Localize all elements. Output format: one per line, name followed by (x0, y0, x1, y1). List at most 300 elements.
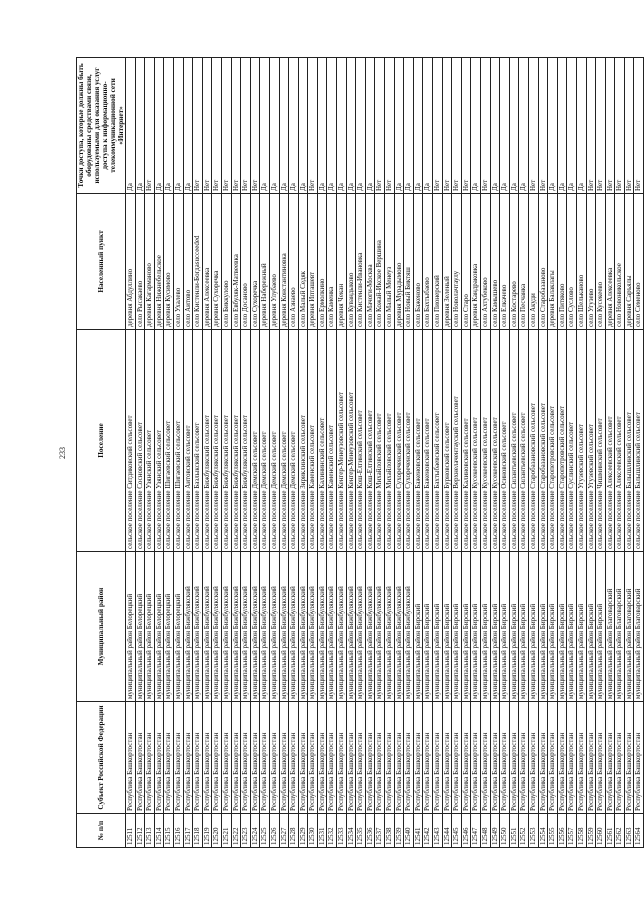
table-header (77, 57, 126, 847)
cell-access: Да (356, 57, 366, 193)
cell-locality: деревня Алексеевка (605, 193, 615, 329)
cell-subject: Республика Башкортостан (145, 701, 155, 813)
cell-district: муниципальный район Благоварский (605, 551, 615, 701)
cell-num: 12552 (519, 813, 529, 847)
cell-district: муниципальный район Бижбулякский (394, 551, 404, 701)
cell-locality: село Мачоги-Москва (365, 193, 375, 329)
cell-locality: село Евбуляк-Матвеевка (231, 193, 241, 329)
cell-locality: село Старобазаново (538, 193, 548, 329)
cell-num: 12522 (231, 813, 241, 847)
cell-access: Нет (221, 57, 231, 193)
cell-settlement: сельское поселение Верхнелачентауский сельсовет (452, 329, 462, 551)
header-subject: Субъект Российской Федерации (77, 701, 126, 813)
cell-access: Да (298, 57, 308, 193)
cell-access: Да (173, 57, 183, 193)
cell-settlement: сельское поселение Демский сельсовет (279, 329, 289, 551)
cell-settlement: сельское поселение Угузевский сельсовет (576, 329, 586, 551)
table-row (183, 57, 193, 847)
cell-access: Нет (145, 57, 155, 193)
cell-locality: деревня Ипташевт (308, 193, 318, 329)
cell-access: Да (346, 57, 356, 193)
cell-settlement: сельское поселение Кусекеевский сельсовет (480, 329, 490, 551)
cell-subject: Республика Башкортостан (289, 701, 299, 813)
cell-settlement: сельское поселение Бижбулякский сельсовет (202, 329, 212, 551)
table-row (356, 57, 366, 847)
cell-settlement: сельское поселение Калининский сельсовет (317, 329, 327, 551)
cell-district: муниципальный район Бижбулякский (289, 551, 299, 701)
cell-num: 12555 (548, 813, 558, 847)
cell-settlement: сельское поселение Силантьевский сельсовет (519, 329, 529, 551)
table-row (231, 57, 241, 847)
cell-locality: село Каменка (327, 193, 337, 329)
cell-district: муниципальный район Благоварский (615, 551, 625, 701)
cell-locality: село Малый Менеуз (385, 193, 395, 329)
cell-district: муниципальный район Бижбулякский (346, 551, 356, 701)
cell-subject: Республика Башкортостан (164, 701, 174, 813)
cell-locality: деревня Балаклагы (548, 193, 558, 329)
cell-access: Нет (202, 57, 212, 193)
cell-num: 12564 (634, 813, 644, 847)
cell-district: муниципальный район Бижбулякский (202, 551, 212, 701)
cell-district: муниципальный район Бирский (452, 551, 462, 701)
cell-district: муниципальный район Бирский (490, 551, 500, 701)
cell-num: 12533 (337, 813, 347, 847)
cell-access: Нет (480, 57, 490, 193)
cell-settlement: сельское поселение Демский сельсовет (269, 329, 279, 551)
cell-settlement: сельское поселение Каменский сельсовет (308, 329, 318, 551)
data-table (76, 57, 644, 848)
table-row (173, 57, 183, 847)
cell-settlement: сельское поселение Кусекеевский сельсовет (471, 329, 481, 551)
cell-settlement: сельское поселение Ситдиковский сельсовет (126, 329, 136, 551)
cell-locality: село Бахтыбаево (423, 193, 433, 329)
cell-subject: Республика Башкортостан (548, 701, 558, 813)
cell-locality: деревня Кандраковка (471, 193, 481, 329)
header-row (77, 57, 126, 847)
cell-settlement: сельское поселение Шигаевский сельсовет (173, 329, 183, 551)
table-row (567, 57, 577, 847)
cell-access: Да (519, 57, 529, 193)
cell-locality: деревня Зеленый (442, 193, 452, 329)
cell-access: Да (567, 57, 577, 193)
cell-subject: Республика Башкортостан (576, 701, 586, 813)
cell-settlement: сельское поселение Сухореченский сельсовет (404, 329, 414, 551)
cell-locality: село Ермолкино (317, 193, 327, 329)
cell-district: муниципальный район Бирский (423, 551, 433, 701)
table-row (480, 57, 490, 847)
cell-district: муниципальный район Бирский (471, 551, 481, 701)
cell-subject: Республика Башкортостан (461, 701, 471, 813)
table-row (385, 57, 395, 847)
cell-district: муниципальный район Бирский (557, 551, 567, 701)
cell-district: муниципальный район Бирский (519, 551, 529, 701)
cell-subject: Республика Башкортостан (452, 701, 462, 813)
cell-district: муниципальный район Белорецкий (154, 551, 164, 701)
cell-subject: Республика Башкортостан (260, 701, 270, 813)
cell-settlement: сельское поселение Кенгер-Менеузовский сельсовет (346, 329, 356, 551)
cell-access: Нет (231, 57, 241, 193)
table-row (528, 57, 538, 847)
cell-subject: Республика Башкортостан (193, 701, 203, 813)
cell-access: Да (183, 57, 193, 193)
cell-subject: Республика Башкортостан (528, 701, 538, 813)
cell-district: муниципальный район Бижбулякский (317, 551, 327, 701)
cell-district: муниципальный район Бижбулякский (193, 551, 203, 701)
cell-num: 12520 (212, 813, 222, 847)
cell-locality: село Суслово (567, 193, 577, 329)
cell-num: 12543 (433, 813, 443, 847)
table-row (260, 57, 270, 847)
table-row (490, 57, 500, 847)
cell-settlement: сельское поселение Бижбулякский сельсовет (212, 329, 222, 551)
cell-access: Да (289, 57, 299, 193)
cell-district: муниципальный район Бижбулякский (298, 551, 308, 701)
cell-num: 12554 (538, 813, 548, 847)
cell-locality: село Малый Седяк (298, 193, 308, 329)
cell-subject: Республика Башкортостан (413, 701, 423, 813)
cell-subject: Республика Башкортостан (212, 701, 222, 813)
cell-subject: Республика Башкортостан (231, 701, 241, 813)
cell-num: 12559 (586, 813, 596, 847)
cell-num: 12539 (394, 813, 404, 847)
cell-district: муниципальный район Бирский (461, 551, 471, 701)
cell-district: муниципальный район Благоварский (624, 551, 634, 701)
cell-access: Да (279, 57, 289, 193)
cell-subject: Республика Башкортостан (221, 701, 231, 813)
header-locality: Населенный пункт (77, 193, 126, 329)
cell-subject: Республика Башкортостан (154, 701, 164, 813)
cell-num: 12538 (385, 813, 395, 847)
cell-district: муниципальный район Бижбулякский (308, 551, 318, 701)
table-row (145, 57, 155, 847)
table-row (500, 57, 510, 847)
cell-locality: село Аитово (183, 193, 193, 329)
cell-num: 12514 (154, 813, 164, 847)
cell-access: Да (490, 57, 500, 193)
cell-settlement: сельское поселение Старобазановский сельсовет (538, 329, 548, 551)
cell-district: муниципальный район Белорецкий (173, 551, 183, 701)
cell-locality: деревня Кусимово (164, 193, 174, 329)
cell-subject: Республика Башкортостан (480, 701, 490, 813)
table-row (605, 57, 615, 847)
cell-settlement: сельское поселение Бижбулякский сельсовет (241, 329, 251, 551)
cell-locality: село Сухоречка (250, 193, 260, 329)
cell-subject: Республика Башкортостан (519, 701, 529, 813)
cell-subject: Республика Башкортостан (615, 701, 625, 813)
cell-num: 12562 (615, 813, 625, 847)
cell-subject: Республика Башкортостан (634, 701, 644, 813)
cell-district: муниципальный район Бирский (596, 551, 606, 701)
cell-district: муниципальный район Белорецкий (135, 551, 145, 701)
cell-access: Да (154, 57, 164, 193)
cell-locality: село Кувандыково (346, 193, 356, 329)
cell-locality: село Костарево (509, 193, 519, 329)
cell-access: Нет (615, 57, 625, 193)
cell-access: Нет (308, 57, 318, 193)
table-row (126, 57, 136, 847)
cell-access: Нет (433, 57, 443, 193)
cell-settlement: сельское поселение Балышлинский сельсовет (634, 329, 644, 551)
header-access: Точки доступа, которые должны быть оборудованы средствами связи, используемыми для оказания услуг доступа к информационно-телекоммуникационной сети «Интернет» (77, 57, 126, 193)
table-row (327, 57, 337, 847)
table-row (519, 57, 529, 847)
table-row (202, 57, 212, 847)
cell-locality: село Старо (461, 193, 471, 329)
cell-num: 12550 (500, 813, 510, 847)
cell-district: муниципальный район Бирский (586, 551, 596, 701)
cell-district: муниципальный район Бирский (528, 551, 538, 701)
cell-district: муниципальный район Бижбулякский (221, 551, 231, 701)
cell-locality: село Досаново (241, 193, 251, 329)
cell-district: муниципальный район Бижбулякский (365, 551, 375, 701)
table-row (576, 57, 586, 847)
cell-subject: Республика Башкортостан (173, 701, 183, 813)
cell-settlement: сельское поселение Баженовский сельсовет (423, 329, 433, 551)
cell-num: 12529 (298, 813, 308, 847)
cell-access: Да (471, 57, 481, 193)
cell-access: Нет (212, 57, 222, 193)
table-row (452, 57, 462, 847)
cell-settlement: сельское поселение Баженовский сельсовет (413, 329, 423, 551)
cell-num: 12518 (193, 813, 203, 847)
cell-num: 12556 (557, 813, 567, 847)
cell-access: Да (394, 57, 404, 193)
cell-subject: Республика Башкортостан (605, 701, 615, 813)
cell-access: Нет (385, 57, 395, 193)
cell-subject: Республика Башкортостан (490, 701, 500, 813)
cell-access: Нет (452, 57, 462, 193)
cell-settlement: сельское поселение Бижбулякский сельсовет (231, 329, 241, 551)
cell-subject: Республика Башкортостан (183, 701, 193, 813)
cell-locality: село Рысакаево (135, 193, 145, 329)
cell-num: 12517 (183, 813, 193, 847)
cell-district: муниципальный район Бижбулякский (279, 551, 289, 701)
rotated-content (46, 58, 643, 848)
cell-access: Да (548, 57, 558, 193)
cell-num: 12544 (442, 813, 452, 847)
table-row (557, 57, 567, 847)
cell-district: муниципальный район Бирский (538, 551, 548, 701)
cell-subject: Республика Башкортостан (135, 701, 145, 813)
cell-locality: село Камышево (490, 193, 500, 329)
cell-locality: село Азнаево (289, 193, 299, 329)
cell-district: муниципальный район Бирский (548, 551, 558, 701)
cell-subject: Республика Башкортостан (269, 701, 279, 813)
cell-district: муниципальный район Бижбулякский (327, 551, 337, 701)
cell-locality: село Баженово (413, 193, 423, 329)
header-district: Муниципальный район (77, 551, 126, 701)
cell-settlement: сельское поселение Угузевский сельсовет (586, 329, 596, 551)
cell-access: Да (317, 57, 327, 193)
cell-subject: Республика Башкортостан (538, 701, 548, 813)
cell-num: 12534 (346, 813, 356, 847)
cell-settlement: сельское поселение Калиновский сельсовет (461, 329, 471, 551)
cell-num: 12548 (480, 813, 490, 847)
cell-district: муниципальный район Благоварский (634, 551, 644, 701)
table-row (308, 57, 318, 847)
table-row (365, 57, 375, 847)
table-row (509, 57, 519, 847)
cell-num: 12515 (164, 813, 174, 847)
cell-subject: Республика Башкортостан (365, 701, 375, 813)
cell-district: муниципальный район Бижбулякский (385, 551, 395, 701)
cell-district: муниципальный район Бирский (413, 551, 423, 701)
cell-settlement: сельское поселение Демский сельсовет (289, 329, 299, 551)
cell-locality: деревня Абдуллино (126, 193, 136, 329)
cell-settlement: сельское поселение Старобазановский сельсовет (528, 329, 538, 551)
cell-subject: Республика Башкортостан (250, 701, 260, 813)
cell-num: 12546 (461, 813, 471, 847)
cell-subject: Республика Башкортостан (567, 701, 577, 813)
cell-num: 12558 (576, 813, 586, 847)
cell-access: Да (509, 57, 519, 193)
cell-locality: село Песчанка (519, 193, 529, 329)
cell-num: 12516 (173, 813, 183, 847)
cell-locality: деревня Набережный (260, 193, 270, 329)
table-row (269, 57, 279, 847)
cell-district: муниципальный район Белорецкий (126, 551, 136, 701)
cell-settlement: сельское поселение Демский сельсовет (260, 329, 270, 551)
cell-locality: село Пионерский (433, 193, 443, 329)
cell-district: муниципальный район Бижбулякский (212, 551, 222, 701)
cell-settlement: сельское поселение Михайловский сельсовет (375, 329, 385, 551)
table-row (461, 57, 471, 847)
table-row (586, 57, 596, 847)
cell-district: муниципальный район Бижбулякский (231, 551, 241, 701)
cell-num: 12525 (260, 813, 270, 847)
table-row (538, 57, 548, 847)
cell-locality: деревня Мурадымово (394, 193, 404, 329)
cell-subject: Республика Башкортостан (433, 701, 443, 813)
cell-settlement: сельское поселение Суслинский сельсовет (567, 329, 577, 551)
cell-settlement: сельское поселение Демский сельсовет (250, 329, 260, 551)
cell-settlement: сельское поселение Шигаевский сельсовет (164, 329, 174, 551)
cell-subject: Республика Башкортостан (327, 701, 337, 813)
table-row (212, 57, 222, 847)
cell-district: муниципальный район Бирский (480, 551, 490, 701)
cell-access: Да (500, 57, 510, 193)
cell-settlement: сельское поселение Узянский сельсовет (145, 329, 155, 551)
cell-access: Нет (624, 57, 634, 193)
table-row (154, 57, 164, 847)
cell-num: 12527 (279, 813, 289, 847)
cell-locality: село Новый Биктяш (404, 193, 414, 329)
cell-subject: Республика Башкортостан (298, 701, 308, 813)
table-row (634, 57, 644, 847)
cell-num: 12513 (145, 813, 155, 847)
table-row (394, 57, 404, 847)
cell-settlement: сельское поселение Алексеевский сельсовет (615, 329, 625, 551)
cell-locality: село Питяково (557, 193, 567, 329)
table-row (624, 57, 634, 847)
cell-subject: Республика Башкортостан (375, 701, 385, 813)
table-row (241, 57, 251, 847)
page-number: 233 (58, 446, 67, 459)
cell-locality: деревня Чекан (337, 193, 347, 329)
header-num: № п/п (77, 813, 126, 847)
cell-num: 12536 (365, 813, 375, 847)
table-row (548, 57, 558, 847)
table-row (221, 57, 231, 847)
cell-subject: Республика Башкортостан (557, 701, 567, 813)
cell-num: 12532 (327, 813, 337, 847)
cell-district: муниципальный район Белорецкий (164, 551, 174, 701)
cell-settlement: сельское поселение Кош-Елгинский сельсовет (365, 329, 375, 551)
cell-district: муниципальный район Бижбулякский (183, 551, 193, 701)
cell-settlement: сельское поселение Алексеевский сельсовет (605, 329, 615, 551)
cell-access: Да (413, 57, 423, 193)
cell-num: 12547 (471, 813, 481, 847)
cell-num: 12545 (452, 813, 462, 847)
cell-num: 12523 (241, 813, 251, 847)
cell-district: муниципальный район Бижбулякский (269, 551, 279, 701)
cell-settlement: сельское поселение Силантьевский сельсовет (509, 329, 519, 551)
cell-access: Да (135, 57, 145, 193)
cell-locality: село Кистенли-Ивановка (356, 193, 366, 329)
table-row (596, 57, 606, 847)
table-row (317, 57, 327, 847)
cell-settlement: сельское поселение Сухореченский сельсовет (394, 329, 404, 551)
cell-access: Да (269, 57, 279, 193)
cell-subject: Республика Башкортостан (500, 701, 510, 813)
cell-settlement: сельское поселение Кенгер-Менеузовский сельсовет (337, 329, 347, 551)
cell-num: 12535 (356, 813, 366, 847)
cell-locality: деревня Сухоречка (212, 193, 222, 329)
cell-access: Да (404, 57, 414, 193)
table-row (298, 57, 308, 847)
cell-district: муниципальный район Бижбулякский (404, 551, 414, 701)
cell-subject: Республика Башкортостан (471, 701, 481, 813)
cell-num: 12526 (269, 813, 279, 847)
cell-num: 12551 (509, 813, 519, 847)
cell-locality: село Кусекеево (596, 193, 606, 329)
cell-district: муниципальный район Бижбулякский (375, 551, 385, 701)
cell-settlement: сельское поселение Бахтыбаевский сельсовет (433, 329, 443, 551)
cell-district: муниципальный район Бирский (500, 551, 510, 701)
cell-subject: Республика Башкортостан (509, 701, 519, 813)
cell-locality: деревня Саръялы (624, 193, 634, 329)
cell-district: муниципальный район Бирский (433, 551, 443, 701)
table-row (279, 57, 289, 847)
table-body (126, 57, 644, 847)
cell-num: 12542 (423, 813, 433, 847)
cell-subject: Республика Башкортостан (308, 701, 318, 813)
cell-settlement: сельское поселение Михайловский сельсовет (385, 329, 395, 551)
cell-locality: село Ахтубеково (480, 193, 490, 329)
cell-locality: село Биккулово (221, 193, 231, 329)
cell-subject: Республика Башкортостан (202, 701, 212, 813)
cell-num: 12528 (289, 813, 299, 847)
cell-access: Нет (634, 57, 644, 193)
cell-access: Нет (375, 57, 385, 193)
cell-subject: Республика Башкортостан (624, 701, 634, 813)
cell-subject: Республика Башкортостан (346, 701, 356, 813)
cell-locality: деревня Алексеевка (202, 193, 212, 329)
cell-subject: Республика Башкортостан (337, 701, 347, 813)
table-row (337, 57, 347, 847)
cell-locality: село Ухалево (173, 193, 183, 329)
cell-subject: Республика Башкортостан (404, 701, 414, 813)
cell-num: 12512 (135, 813, 145, 847)
table-row (250, 57, 260, 847)
table-row (433, 57, 443, 847)
cell-settlement: сельское поселение Узянский сельсовет (154, 329, 164, 551)
cell-settlement: сельское поселение Сосновский сельсовет (135, 329, 145, 551)
cell-subject: Республика Башкортостан (279, 701, 289, 813)
cell-subject: Республика Башкортостан (394, 701, 404, 813)
cell-num: 12549 (490, 813, 500, 847)
cell-subject: Республика Башкортостан (356, 701, 366, 813)
